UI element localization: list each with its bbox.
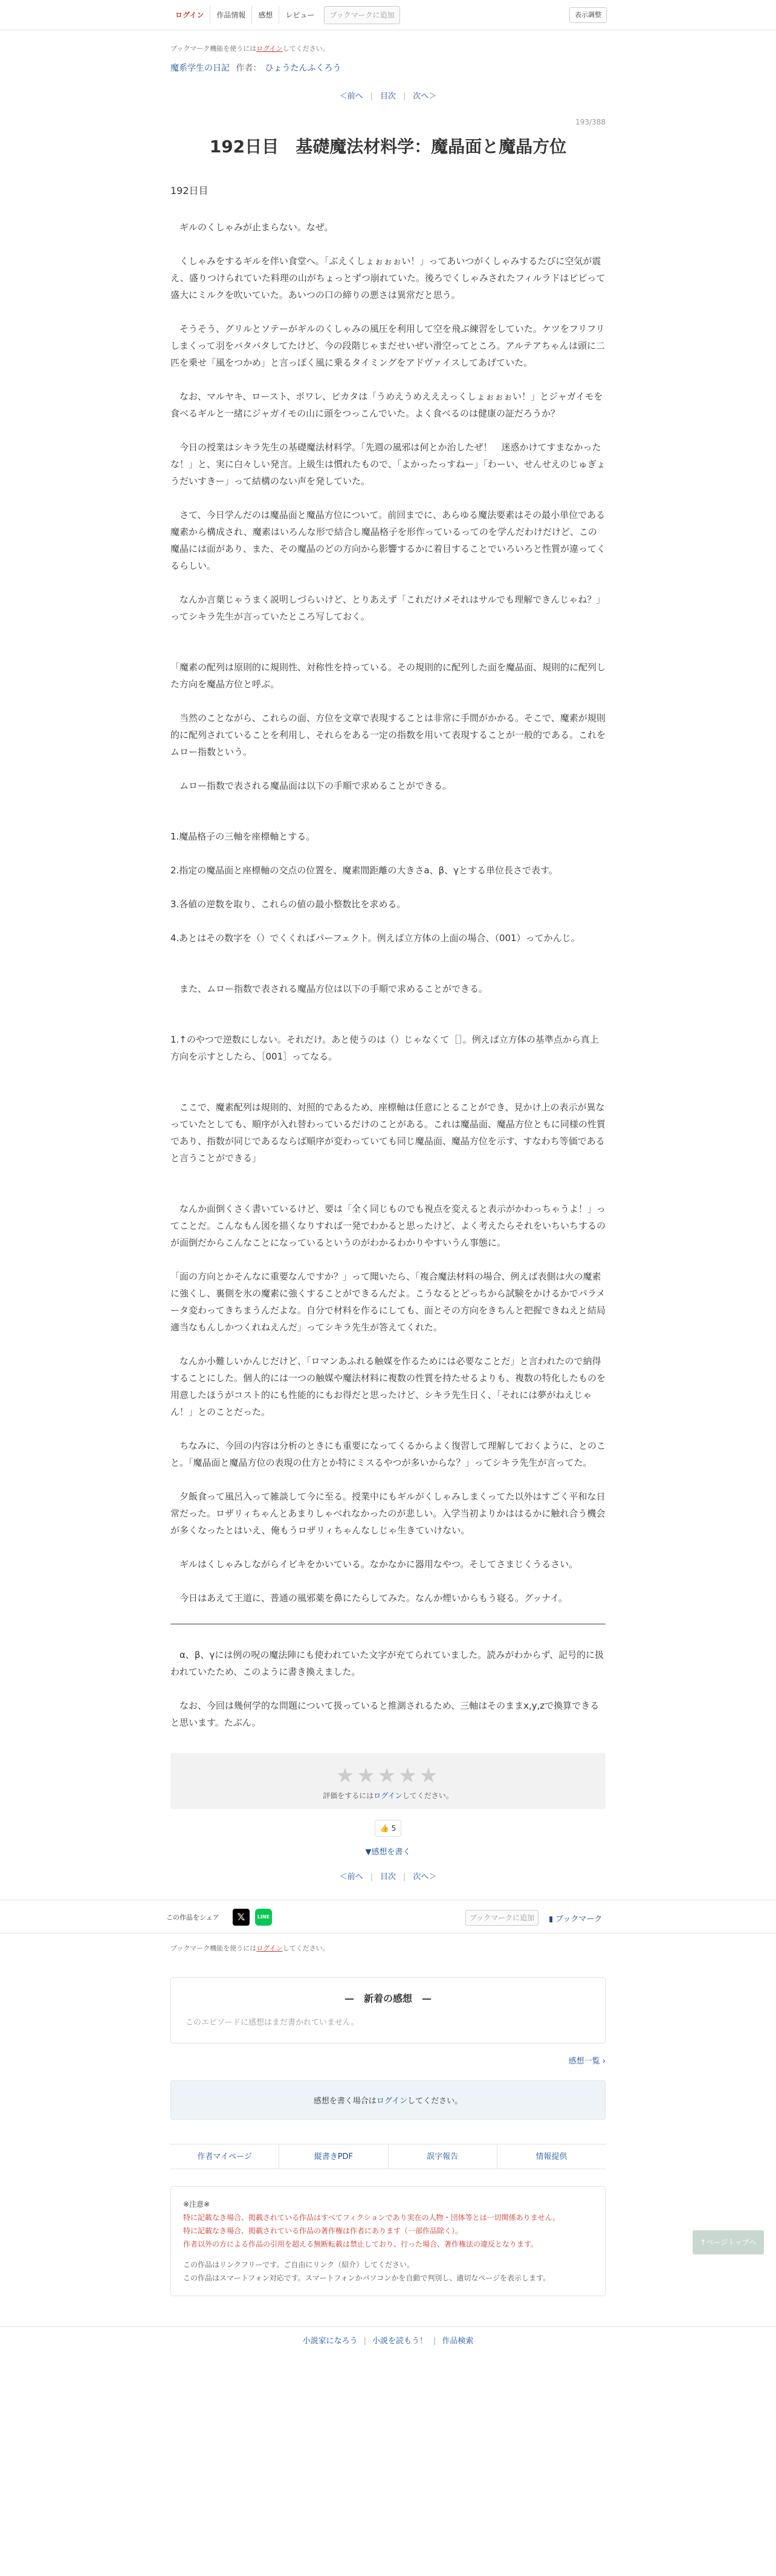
episode-body — [170, 219, 606, 1607]
bookmark-link-label: ブックマーク — [555, 1915, 603, 1924]
body-paragraph: なんか面倒くさく書いているけど、要は「全く同じものでも視点を変えると表示がかわっちゃうよ！」ってことだ。こんなもん図を描くなりすれば一発でわかると思ったけど、よく考えたらそれをいちいちするのが面倒だからこんなことになっているというのがわかるわかりやすいうん事態に。 — [170, 1203, 606, 1248]
body-paragraph: ギルはくしゃみしながらイビキをかいている。なかなかに器用なやつ。そしてさまじくうるさい。 — [170, 1559, 578, 1570]
login-link[interactable]: ログイン — [169, 6, 210, 24]
review-link[interactable]: レビュー — [285, 11, 315, 19]
rating-msg-suffix: してください。 — [402, 1791, 453, 1800]
bookmark-add-button[interactable]: ブックマークに追加 — [465, 1910, 538, 1926]
body-paragraph: 1.魔晶格子の三軸を座標軸とする。 — [170, 831, 315, 842]
author-label: 作者： — [236, 63, 262, 73]
lower-content — [170, 1943, 606, 2296]
good-button[interactable] — [375, 1820, 401, 1837]
typo-report-link[interactable]: 誤字報告 — [389, 2144, 497, 2169]
body-paragraph: なんか言葉じゃうまく説明しづらいけど、とりあえず「これだけメそれはサルでも理解できんじゃね？」ってシキラ先生が言っていたところ写しておく。 — [170, 594, 606, 622]
notice-login-link[interactable]: ログイン — [256, 1944, 283, 1952]
thumbs-up-icon: 👍 — [380, 1824, 389, 1833]
notice-suffix: してください。 — [282, 1944, 329, 1952]
caution-box — [170, 2186, 606, 2296]
rating-box — [170, 1753, 606, 1809]
bookmark-link[interactable]: ▮ ブックマーク — [549, 1915, 603, 1924]
login-prompt-box — [170, 2080, 606, 2120]
footer-links — [170, 2144, 606, 2169]
caution-title: ※注意※ — [183, 2200, 210, 2209]
bookmark-notice — [170, 1943, 606, 1953]
notice-login-link[interactable]: ログイン — [256, 45, 283, 53]
series-info — [170, 62, 606, 74]
body-paragraph: ムロー指数で表される魔晶面は以下の手順で求めることができる。 — [170, 780, 452, 791]
login-prompt-prefix: 感想を書く場合は — [313, 2097, 377, 2106]
body-paragraph: ちなみに、今回の内容は分析のときにも重要になってくるからよく復習して理解しておくように、とのこと。「魔晶面と魔晶方位の表現の仕方とか特にミスるやつが多いからな？」ってシキラ先生が言ってた。 — [170, 1440, 606, 1468]
body-paragraph: 3.各値の逆数を取り、これらの値の最小整数比を求める。 — [170, 899, 406, 910]
caution-text: 特に記載なき場合、掲載されている作品の著作権は作者にあります（一部作品除く）。 — [183, 2227, 463, 2235]
pager-divider: | — [370, 92, 373, 101]
body-paragraph: くしゃみをするギルを伴い食堂へ。「ぶえくしょぉぉぉい！」ってあいつがくしゃみするたびに空気が震え、盛りつけられていた料理の山がちょっとずつ崩れていた。後ろでくしゃみされたフィルラドはピピって盛大にミルクを吹いていた。あいつの口の締りの悪さは異常だと思う。 — [170, 256, 606, 300]
info-provide-link[interactable]: 情報提供 — [535, 2152, 567, 2161]
rating-msg-prefix: 評価をするには — [323, 1791, 374, 1800]
pager-divider: | — [403, 92, 406, 101]
body-paragraph: 夕飯食って風呂入って雑談して今に至る。授業中にもギルがくしゃみしまくってた以外はすごく平和な日常だった。ロザリィちゃんとあまりしゃべれなかったのが悲しい。入学当初よりかははるかに触れ合う機会が多くなったとはいえ、俺もうロザリィちゃんなしじゃ生きていけない。 — [170, 1491, 606, 1536]
top-nav — [169, 6, 400, 24]
pager-top — [170, 89, 606, 101]
footer-sep: | — [363, 2337, 366, 2346]
body-paragraph: ギルのくしゃみが止まらない。なぜ。 — [170, 222, 334, 233]
impressions-list-link[interactable]: 感想一覧 › — [568, 2057, 606, 2066]
body-paragraph: そうそう、グリルとソテーがギルのくしゃみの風圧を利用して空を飛ぶ練習をしていた。ケツをフリフリしまくって羽をバタバタしてたけど、今の段階じゃまだせいぜい滑空ってところ。アルテアちゃんは頭に二匹を乗せ「風をつかめ」と言っぽく風に乗るタイミングをアドヴァイスしてあげていた。 — [170, 323, 605, 368]
yomou-link[interactable]: 小説を読もう！ — [372, 2337, 427, 2346]
episode-progress: 193/388 — [575, 118, 606, 126]
author-mypage-link[interactable]: 作者マイページ — [170, 2144, 279, 2169]
display-settings-button[interactable]: 表示調整 — [569, 7, 607, 23]
body-paragraph: 今日の授業はシキラ先生の基礎魔法材料学。「先週の風邪は何とか治したぜ！ 迷惑かけてすまなかったな！」と、実に白々しい発言。上級生は慣れたもので、「よかったっすねー」「わーい、せんせえのじゅぎょうだいすきー」って結構のない声を発していた。 — [170, 442, 606, 487]
good-count: 5 — [391, 1824, 396, 1833]
episode-title: 192日目 基礎魔法材料学：魔晶面と魔晶方位 — [209, 137, 567, 157]
share-bar — [0, 1900, 776, 1934]
episode-subhead: 192日目 — [170, 185, 209, 196]
footer-sep: | — [433, 2337, 436, 2346]
caution-note: この作品はスマートフォン対応です。スマートフォンかパソコンかを自動で判別し、適切なページを表示します。 — [183, 2274, 551, 2282]
impressions-empty: このエピソードに感想はまだ書かれていません。 — [186, 2018, 359, 2027]
body-paragraph: なお、マルヤキ、ロースト、ポワレ、ピカタは「うめえうめえええっくしょぉぉぉい！」とジャガイモを食べるギルと一緒にジャガイモの山に頭をつっこんでいた。よく食べるのは健康の証だろうか？ — [170, 391, 603, 419]
notice-prefix: ブックマーク機能を使うには — [170, 45, 257, 53]
body-paragraph: 当然のことながら、これらの面、方位を文章で表現することは非常に手間がかかる。そこで、魔素が規則的に配列されていることを利用し、それらをある一定の指数を用いて表現することが一般的である。これをムロー指数という。 — [170, 713, 606, 757]
toc-link[interactable]: 目次 — [380, 1872, 396, 1882]
body-paragraph: また、ムロー指数で表される魔晶方位は以下の手順で求めることができる。 — [170, 983, 488, 994]
prev-link[interactable]: ＜前へ — [339, 1872, 363, 1882]
next-link[interactable]: 次へ＞ — [413, 92, 437, 101]
search-link[interactable]: 作品検索 — [442, 2337, 474, 2346]
afterword-divider — [170, 1623, 606, 1625]
body-paragraph: 「魔素の配列は原則的に規則性、対称性を持っている。その規則的に配列した面を魔晶面、規則的に配列した方向を魔晶方位と呼ぶ。 — [170, 662, 606, 690]
vertical-pdf-link[interactable]: 縦書きPDF — [279, 2144, 388, 2169]
rating-stars[interactable]: ★★★★★ — [335, 1764, 441, 1788]
impressions-box — [170, 1977, 606, 2044]
body-paragraph: ここで、魔素配列は規則的、対照的であるため、座標軸は任意にとることができ、見かけ上の表示が異なっていたとしても、順序が入れ替わっているだけのことがある。これは魔晶面、魔晶方位ともに同様の性質であり、指数が同じであるならば順序が変わっていても同じ魔晶面、魔晶方位を示す、すなわち等価であると言うことができる」 — [170, 1102, 606, 1163]
next-link[interactable]: 次へ＞ — [413, 1872, 437, 1882]
rating-login-link[interactable]: ログイン — [373, 1791, 403, 1800]
caution-note: この作品はリンクフリーです。ご自由にリンク（紹介）してください。 — [183, 2260, 415, 2269]
site-footer — [0, 2326, 776, 2355]
body-paragraph: さて、今日学んだのは魔晶面と魔晶方位について。前回までに、あらゆる魔法要素はその最小単位である魔素から構成され、魔素はいろんな形で結合し魔晶格子を形作っているってのを学んだわけだけど、この魔晶には面があり、また、その魔晶のどの方向から影響するかに着目することでいろいろと性質が違ってくるらしい。 — [170, 510, 606, 571]
write-impression-link[interactable]: ▼感想を書く — [365, 1848, 411, 1857]
impressions-link[interactable]: 感想 — [252, 6, 279, 24]
share-label: この作品をシェア — [166, 1914, 219, 1921]
line-share-icon[interactable]: LINE — [255, 1909, 272, 1926]
bookmark-notice — [170, 44, 606, 53]
caution-text: 作者以外の方による作品の引用を超える無断転載は禁止しており、行った場合、著作権法の違反となります。 — [183, 2240, 538, 2248]
notice-suffix: してください。 — [282, 45, 329, 53]
body-paragraph: 4.あとはその数字を（）でくくればパーフェクト。例えば立方体の上面の場合、（001）ってかんじ。 — [170, 933, 580, 943]
body-paragraph: 今日はあえて王道に、普通の風邪薬を鼻にたらしてみた。なんか煙いからもう寝る。グッナイ。 — [170, 1593, 567, 1604]
body-paragraph: 1.↑のやつで逆数にしない。それだけ。あと使うのは（）じゃなくて［］。例えば立方体の基準点から真上方向を示すとしたら、［001］ってなる。 — [170, 1034, 599, 1062]
top-bar — [0, 0, 776, 30]
author-link[interactable]: ひょうたんふくろう — [265, 63, 341, 73]
rating-message — [170, 1790, 606, 1801]
pager-divider: | — [370, 1872, 373, 1882]
series-title-link[interactable]: 魔系学生の日記 — [170, 63, 230, 73]
afterword — [170, 1646, 606, 1731]
afterword-paragraph: なお、今回は幾何学的な問題について扱っていると推測されるため、三軸はそのままx,y,zで換算できると思います。たぶん。 — [170, 1700, 600, 1728]
afterword-paragraph: α、β、γには例の呪の魔法陣にも使われていた文字が充てられていました。読みがわからず、記号的に扱われていたため、このように書き換えました。 — [170, 1649, 604, 1677]
page-top-button[interactable]: ↑ページトップへ — [693, 2230, 764, 2254]
pager-bottom — [170, 1870, 606, 1882]
body-paragraph: なんか小難しいかんじだけど、「ロマンあふれる触媒を作るためには必要なことだ」と言われたので納得することにした。個人的には一つの触媒や魔法材料に複数の性質を持たせるよりも、複数の特化したものを用意したほうがコスト的にも性能的にもお得だと思ったけど、シキラ先生日く、「それには夢がねえじゃん！」とのことだった。 — [170, 1356, 606, 1417]
main-content — [170, 44, 606, 1882]
pager-divider: | — [403, 1872, 406, 1882]
work-info-link[interactable]: 作品情報 — [210, 6, 252, 24]
caution-text: 特に記載なき場合、掲載されている作品はすべてフィクションであり実在の人物・団体等とは一切関係ありません。 — [183, 2213, 560, 2222]
login-prompt-suffix: してください。 — [407, 2097, 463, 2106]
body-paragraph: 2.指定の魔晶面と座標軸の交点の位置を、魔素間距離の大きさa、β、γとする単位長さで表す。 — [170, 865, 558, 876]
impressions-title: — 新着の感想 — — [344, 1993, 432, 2004]
prev-link[interactable]: ＜前へ — [339, 92, 363, 101]
login-prompt-link[interactable]: ログイン — [376, 2097, 408, 2106]
x-share-icon[interactable]: 𝕏 — [233, 1909, 250, 1926]
body-paragraph: 「面の方向とかそんなに重要なんですか？」って聞いたら、「複合魔法材料の場合、例えば表側は火の魔素に強くし、裏側を氷の魔素に強くすることができるんだよ。こうなるとどっちから試験をかけるかでパラメータ変わってきちまうんだよな。自分で材料を作るにしても、面とその方向をきちんと把握できねえと結局適当なもんしかつくれねえんだ」ってシキラ先生が答えてくれた。 — [170, 1271, 606, 1333]
toc-link[interactable]: 目次 — [380, 92, 396, 101]
notice-prefix: ブックマーク機能を使うには — [170, 1944, 257, 1952]
bookmark-add-button[interactable]: ブックマークに追加 — [324, 6, 399, 24]
narou-link[interactable]: 小説家になろう — [302, 2337, 358, 2346]
